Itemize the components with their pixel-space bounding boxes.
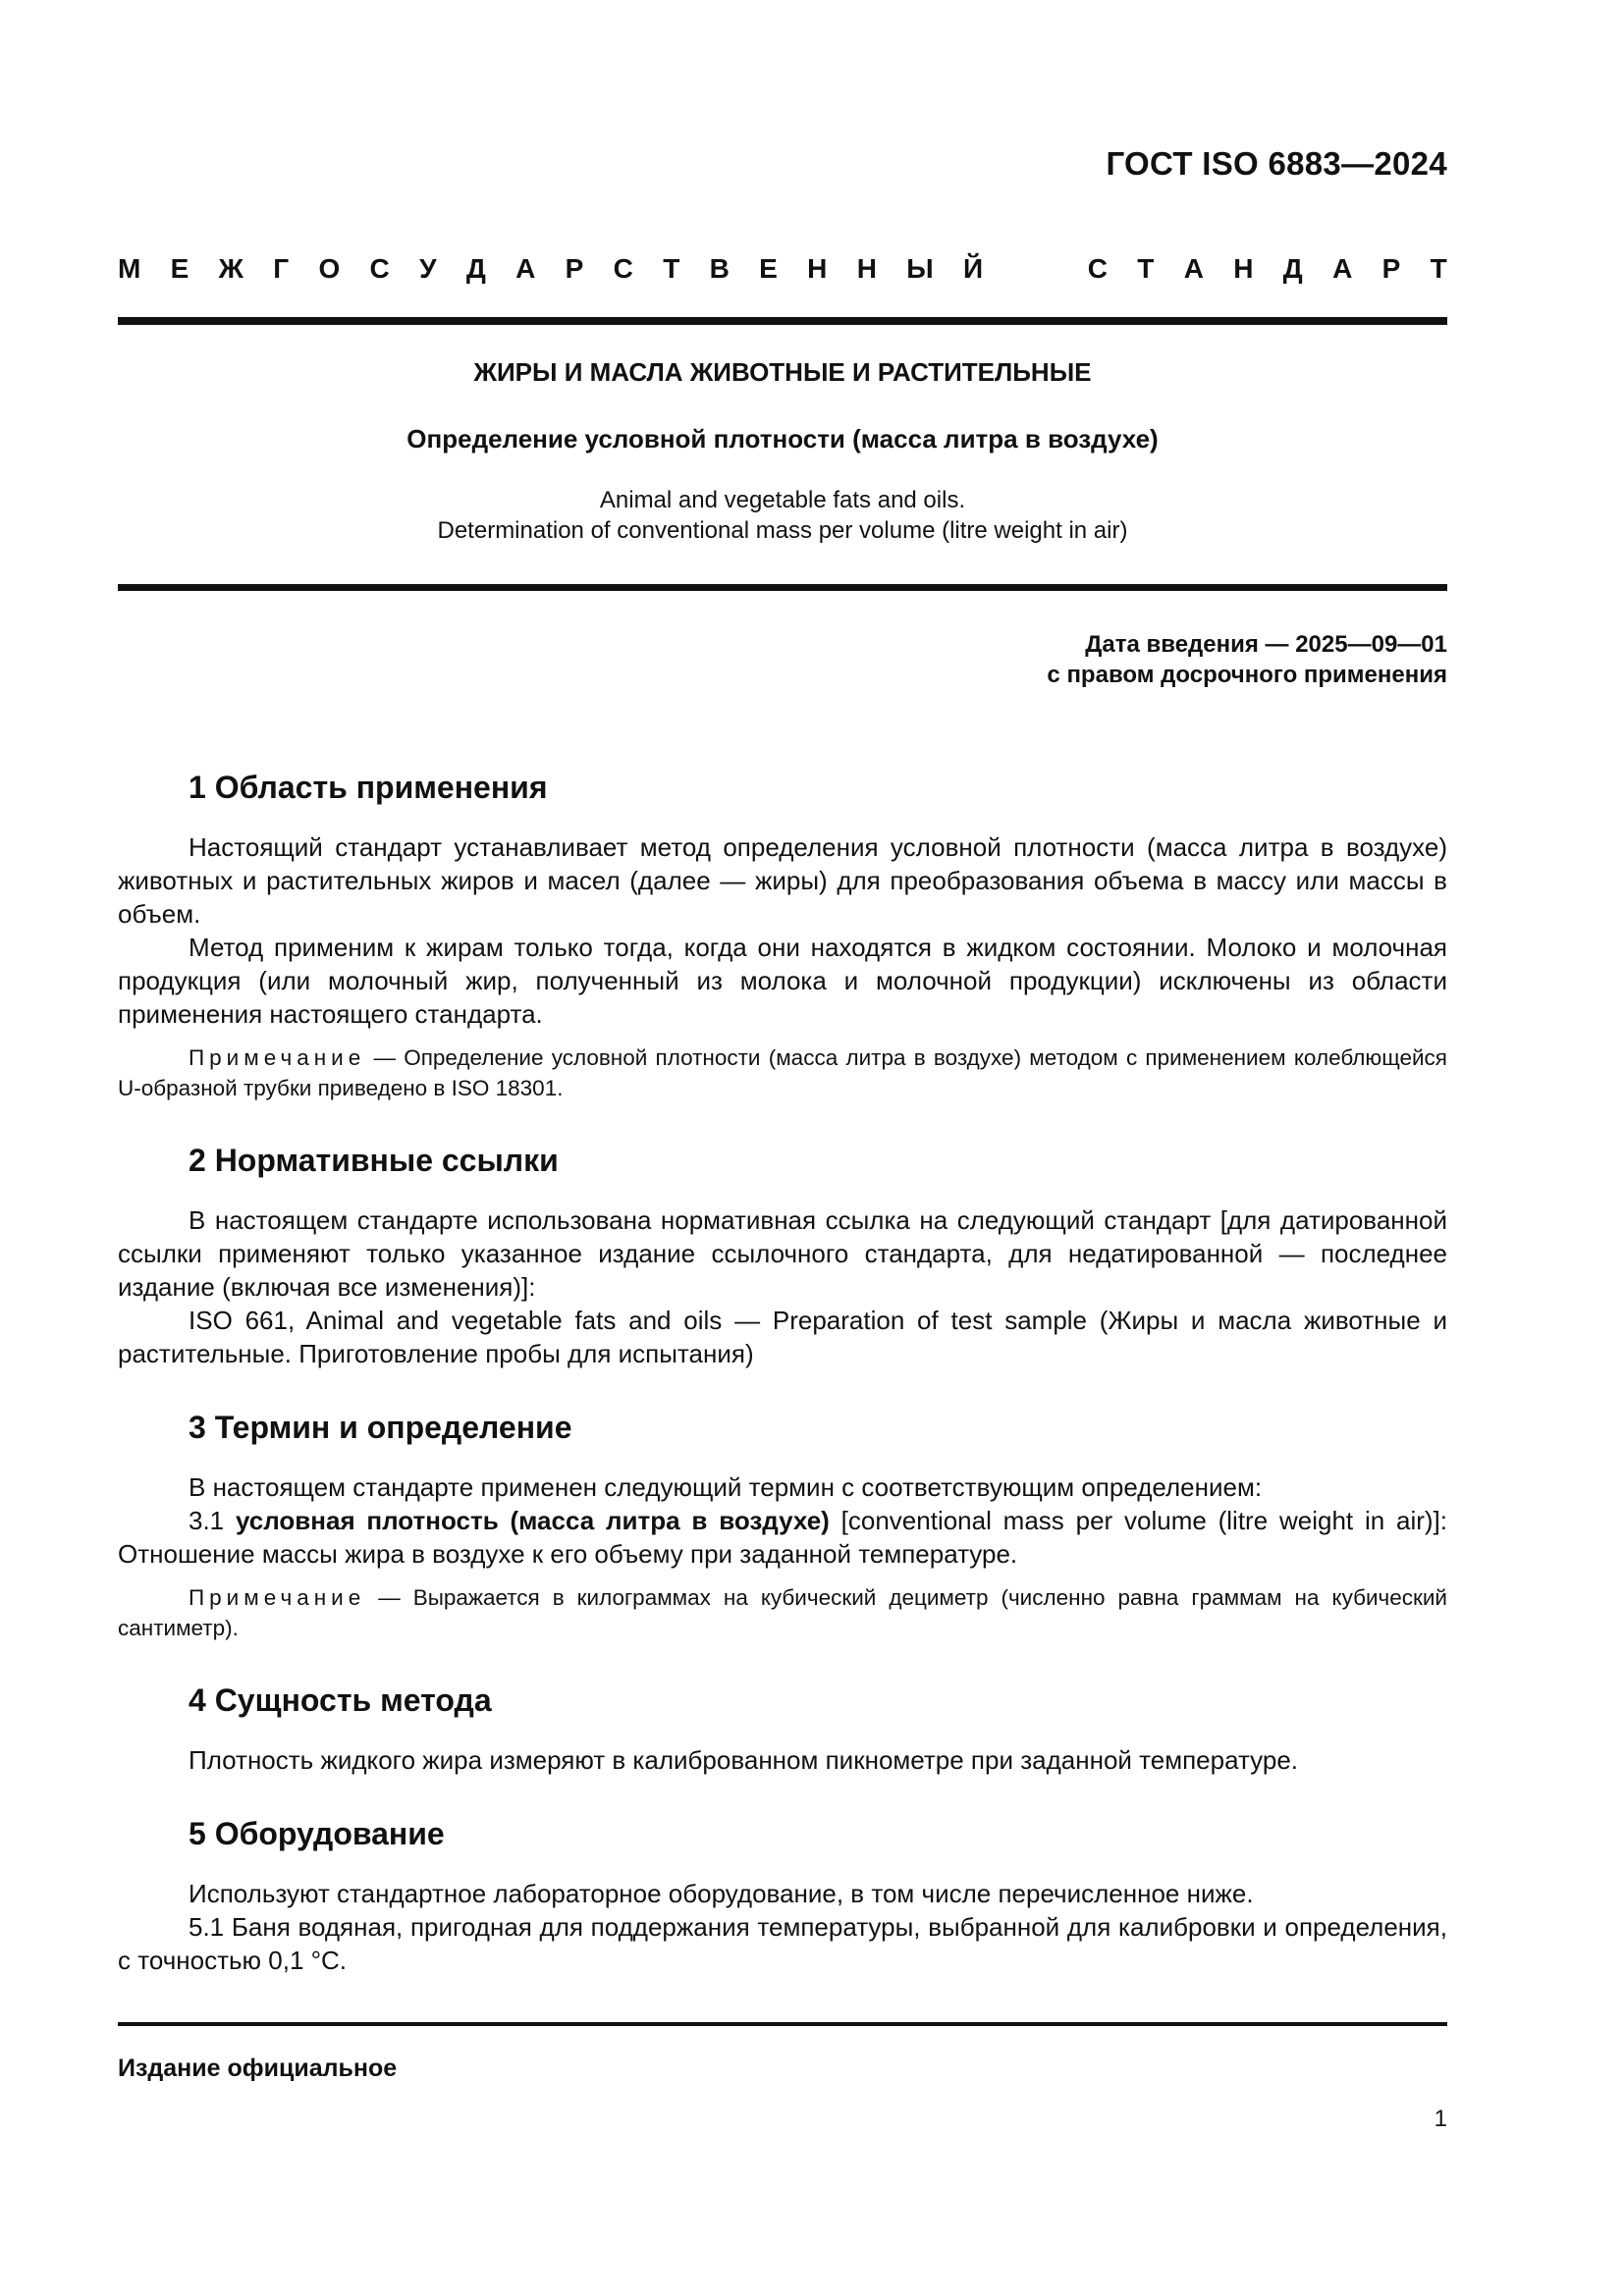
banner-word-2-letter: Д [1282, 253, 1303, 284]
introduction-date-block [1047, 629, 1447, 690]
banner-word-2-letter: Н [1233, 253, 1254, 284]
banner-word-1-letter: А [515, 253, 536, 284]
banner-word-1-letter: Й [962, 253, 984, 284]
banner-word-1-letter: М [118, 253, 141, 284]
banner-word-1-letter: Г [273, 253, 290, 284]
note-label: Примечание [189, 1585, 366, 1610]
english-title-line-2: Determination of conventional mass per volume (litre weight in air) [437, 517, 1128, 544]
term-definition [118, 1504, 1447, 1571]
banner-word-1-letter: С [369, 253, 390, 284]
paragraph: Используют стандартное лабораторное оборудование, в том числе перечисленное ниже. [189, 1879, 1254, 1908]
banner-word-1-letter: Е [170, 253, 189, 284]
document-body [118, 766, 1447, 2012]
paragraph: 5.1 Баня водяная, пригодная для поддержания температуры, выбранной для калибровки и определения, с точностью 0,1 °С. [118, 1912, 1447, 1975]
banner-word-1-letter: Р [565, 253, 584, 284]
english-title-line-1: Animal and vegetable fats and oils. [599, 487, 966, 513]
banner-word-1-letter: Н [807, 253, 828, 284]
paragraph: Настоящий стандарт устанавливает метод определения условной плотности (масса литра в воздухе) животных и растительных жиров и масел (далее — жиры) для преобразования объема в массу или массы в объем. [118, 832, 1447, 929]
note-text: — Определение условной плотности (масса литра в воздухе) методом с применением колеблющейся U-образной трубки приведено в ISO 18301. [118, 1045, 1447, 1100]
banner-word-2-letter: Р [1381, 253, 1401, 284]
section-2 [118, 1139, 1447, 1370]
banner-word-1-letter: У [419, 253, 437, 284]
banner-word-1-letter: О [318, 253, 341, 284]
note [118, 1042, 1447, 1103]
banner-word-1-letter: Н [856, 253, 877, 284]
paragraph: Плотность жидкого жира измеряют в калиброванном пикнометре при заданной температуре. [189, 1745, 1299, 1775]
paragraph: В настоящем стандарте применен следующий термин с соответствующим определением: [189, 1472, 1263, 1502]
banner-word-1-letter: Ж [218, 253, 244, 284]
banner-word-2-letter: А [1183, 253, 1204, 284]
introduction-date: Дата введения — 2025—09—01 [1085, 631, 1447, 658]
note [118, 1582, 1447, 1643]
early-use-note: с правом досрочного применения [1047, 662, 1447, 688]
paragraph: ISO 661, Animal and vegetable fats and oils — Preparation of test sample (Жиры и масла животные и растительные. Приготовление пробы для испытания) [118, 1306, 1447, 1368]
banner-word-1-letter: Е [759, 253, 778, 284]
document-page [118, 0, 1447, 2296]
english-title [118, 485, 1447, 546]
banner-interstate-standard [118, 253, 1447, 285]
paragraph: В настоящем стандарте использована нормативная ссылка на следующий стандарт [для датированной ссылки применяют только указанное издание ссылочного стандарта, для недатированной — последнее издание (включая все изменения)]: [118, 1205, 1447, 1302]
banner-word-gap [1012, 253, 1057, 285]
term-text: [conventional mass per volume (litre weight in air)]: Отношение массы жира в воздухе к его объему при заданной температуре. [118, 1506, 1448, 1569]
term-number: 3.1 [189, 1506, 236, 1535]
section-heading: 2 Нормативные ссылки [189, 1143, 559, 1178]
top-rule [118, 317, 1447, 325]
banner-word-1-letter: В [709, 253, 730, 284]
section-4 [118, 1679, 1447, 1777]
note-text: — Выражается в килограммах на кубический дециметр (численно равна граммам на кубический сантиметр). [118, 1585, 1447, 1640]
note-label: Примечание [189, 1045, 366, 1070]
banner-word-2-letter: А [1332, 253, 1353, 284]
banner-word-2-letter: Т [1430, 253, 1447, 284]
banner-word-2-letter: Т [1137, 253, 1155, 284]
document-subtitle: Определение условной плотности (масса литра в воздухе) [406, 424, 1159, 454]
paragraph: Метод применим к жирам только тогда, когда они находятся в жидком состоянии. Молоко и молочная продукция (или молочный жир, полученный из молока и молочной продукции) исключены из области применения настоящего стандарта. [118, 933, 1447, 1029]
official-edition-label: Издание официальное [118, 2055, 398, 2082]
section-heading: 1 Область применения [189, 770, 548, 805]
section-heading: 3 Термин и определение [189, 1410, 572, 1445]
title-rule [118, 584, 1447, 591]
section-3 [118, 1406, 1447, 1643]
banner-word-1-letter: С [613, 253, 633, 284]
standard-number: ГОСТ ISO 6883—2024 [1106, 145, 1447, 182]
banner-word-1-letter: Ы [906, 253, 934, 284]
banner-word-2-letter: С [1087, 253, 1108, 284]
document-title: ЖИРЫ И МАСЛА ЖИВОТНЫЕ И РАСТИТЕЛЬНЫЕ [473, 357, 1092, 387]
section-5 [118, 1812, 1447, 1977]
section-heading: 5 Оборудование [189, 1816, 445, 1851]
footer-rule [118, 2022, 1447, 2026]
page-number: 1 [1434, 2106, 1447, 2132]
section-heading: 4 Сущность метода [189, 1682, 492, 1718]
banner-word-1-letter: Т [663, 253, 680, 284]
banner-word-1-letter: Д [465, 253, 486, 284]
section-1 [118, 766, 1447, 1103]
term: условная плотность (масса литра в воздухе) [235, 1506, 830, 1535]
